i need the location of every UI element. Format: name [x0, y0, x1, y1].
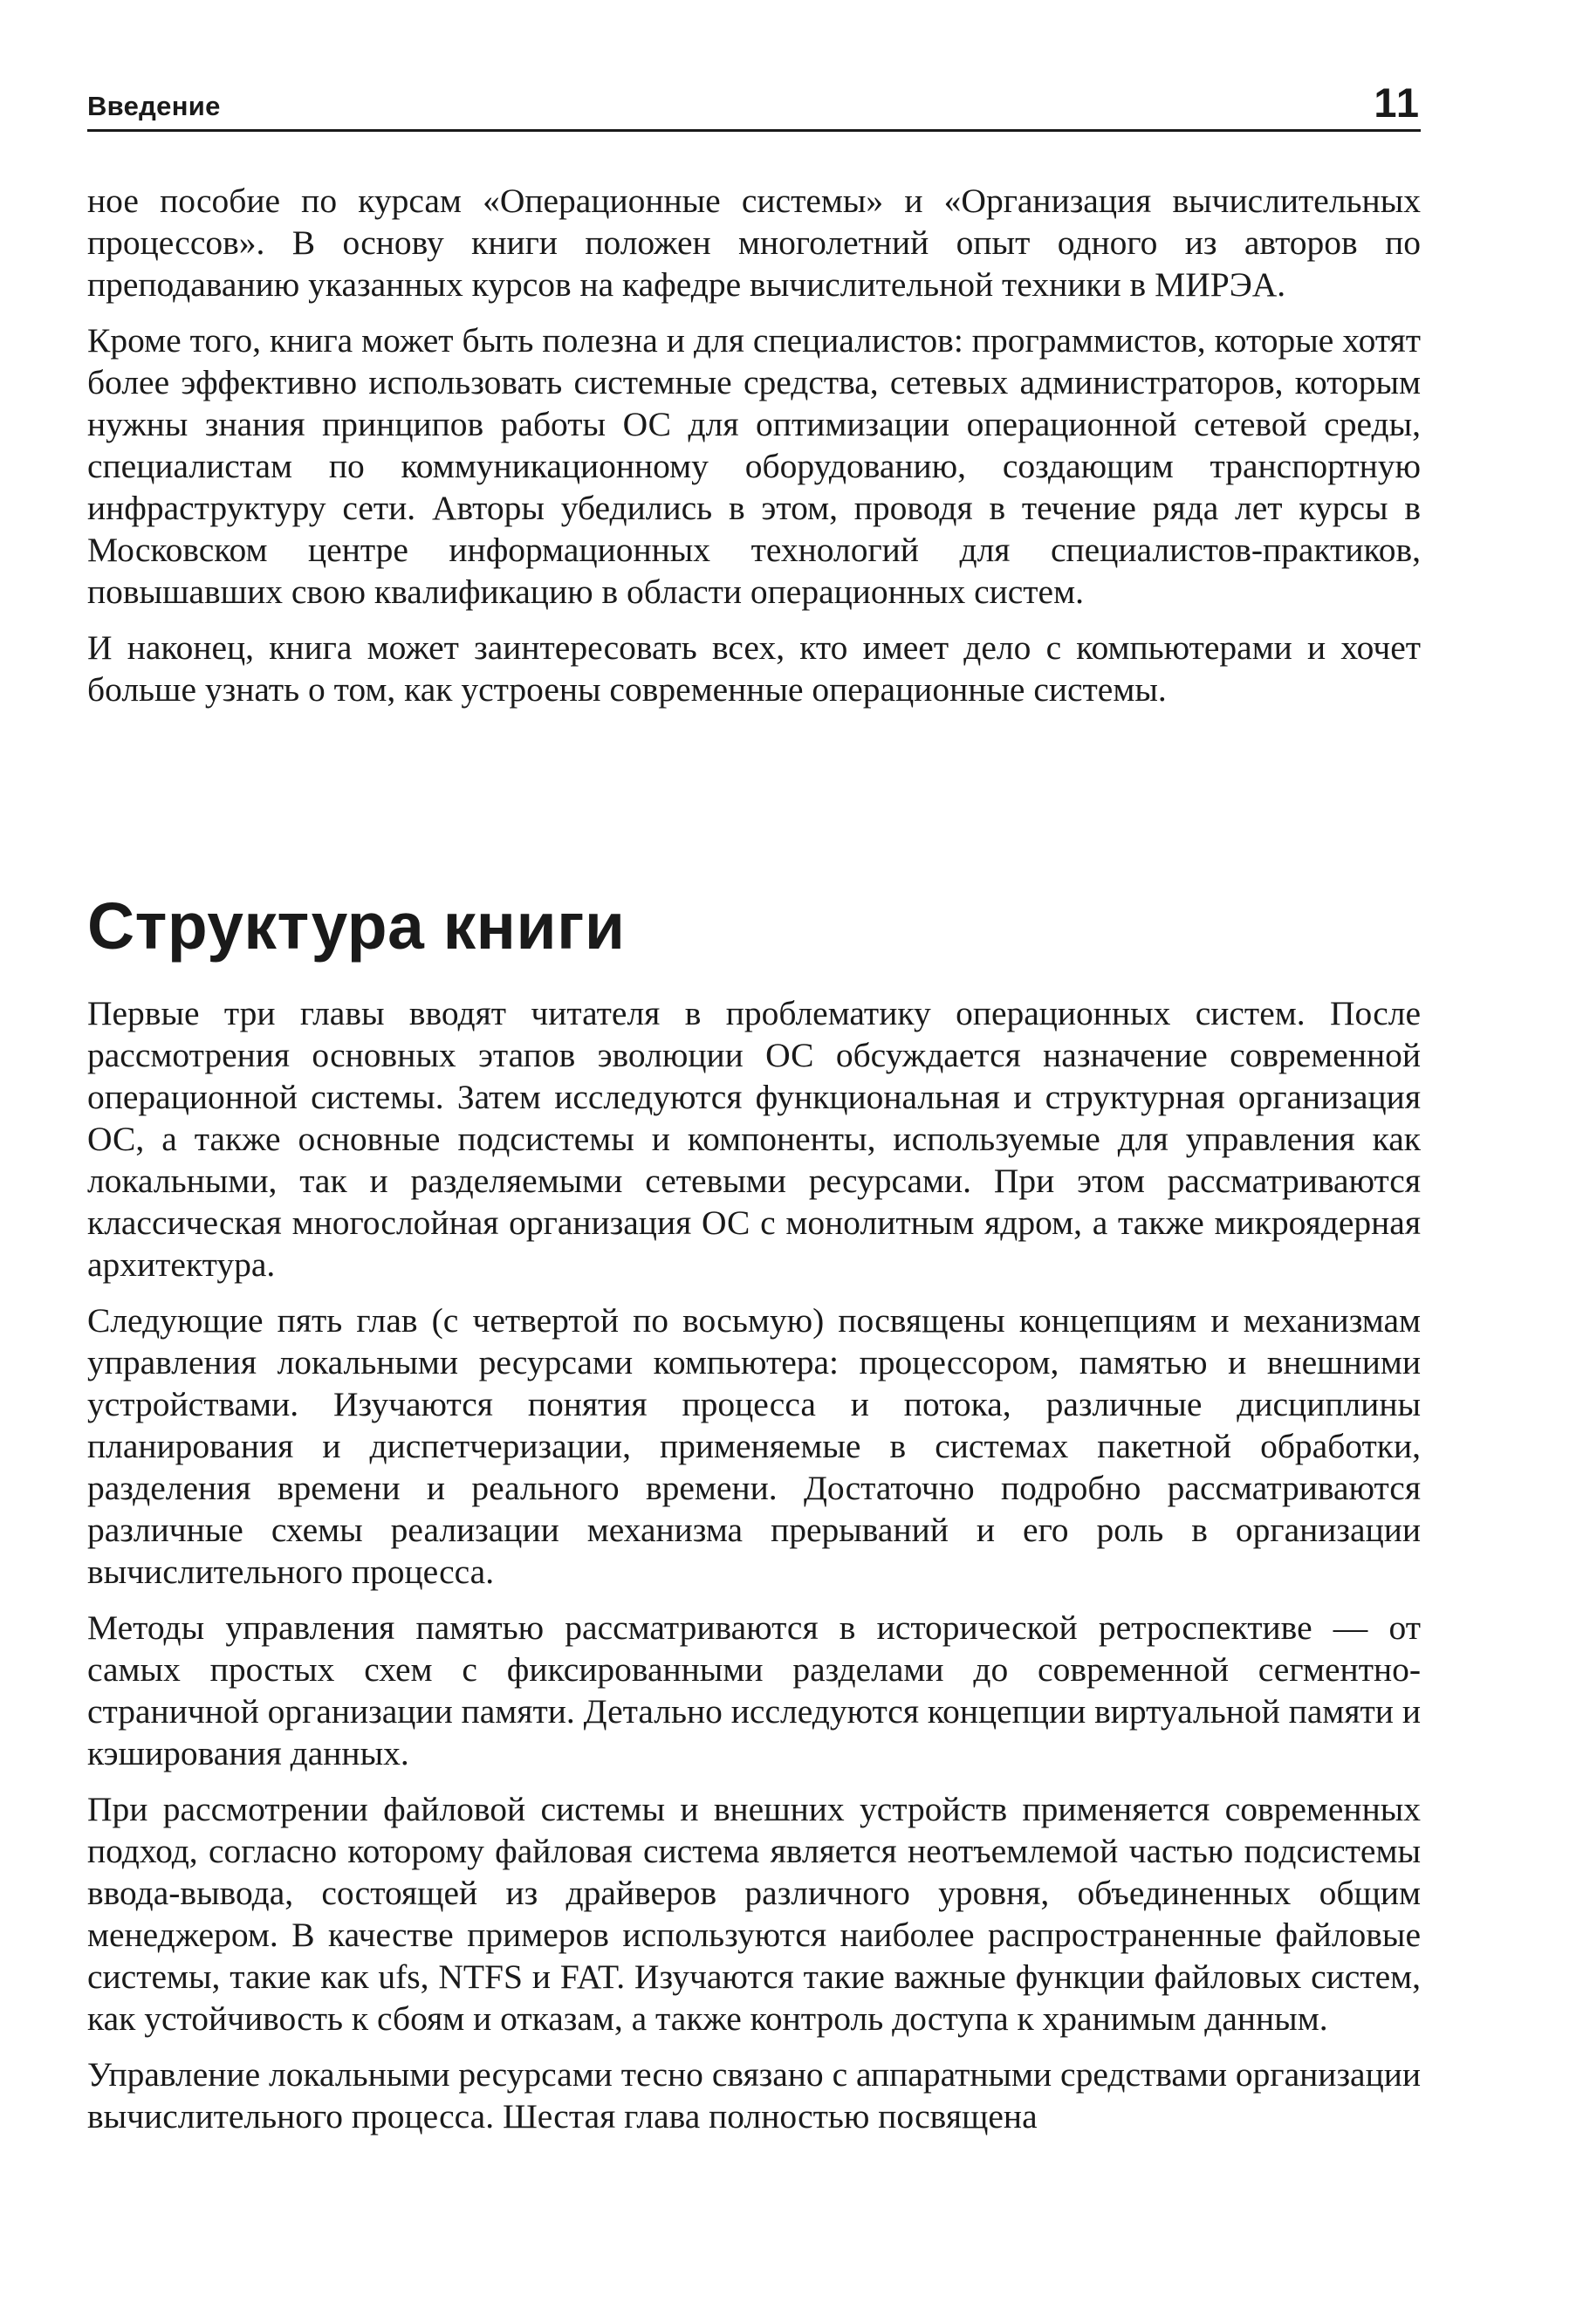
running-header-section-name: Введение [87, 91, 221, 121]
header-rule [87, 129, 1421, 132]
section-heading: Структура книги [87, 889, 626, 963]
section-paragraph-3: Методы управления памятью рассматриваются в исторической ретроспективе — от самых простых схем с фиксированными разделами до современной сегментно-страничной организации памяти. Детально исследуются концепции виртуальной памяти и кэширования данных. [87, 1608, 1421, 1772]
intro-paragraph-1: ное пособие по курсам «Операционные системы» и «Организация вычислительных процессов». В основу книги положен многолетний опыт одного из авторов по преподаванию указанных курсов на кафедре вычислительной техники в МИРЭА. [87, 182, 1421, 304]
intro-paragraph-2: Кроме того, книга может быть полезна и для специалистов: программистов, которые хотят более эффективно использовать системные средства, сетевых администраторов, которым нужны знания принципов работы ОС для оптимизации операционной сетевой среды, специалистам по коммуникационному оборудованию, создающим транспортную инфраструктуру сети. Авторы убедились в этом, проводя в течение ряда лет курсы в Московском центре информационных технологий для специалистов-практиков, повышавших свою квалификацию в области операционных систем. [87, 321, 1421, 611]
section-paragraph-4: При рассмотрении файловой системы и внешних устройств применяется современных подход, согласно которому файловая система является неотъемлемой частью подсистемы ввода-вывода, состоящей из драйверов различного уровня, объединенных общим менеджером. В качестве примеров используются наиболее распространенные файловые системы, такие как ufs, NTFS и FAT. Изучаются такие важные функции файловых систем, как устойчивость к сбоям и отказам, а также контроль доступа к хранимым данным. [87, 1790, 1421, 2038]
intro-paragraph-3: И наконец, книга может заинтересовать всех, кто имеет дело с компьютерами и хочет больше узнать о том, как устроены современные операционные системы. [87, 628, 1421, 709]
section-paragraph-2: Следующие пять глав (с четвертой по восьмую) посвящены концепциям и механизмам управления локальными ресурсами компьютера: процессором, памятью и внешними устройствами. Изучаются понятия процесса и потока, различные дисциплины планирования и диспетчеризации, применяемые в системах пакетной обработки, разделения времени и реального времени. Достаточно подробно рассматриваются различные схемы реализации механизма прерываний и его роль в организации вычислительного процесса. [87, 1301, 1421, 1591]
page-number: 11 [1374, 79, 1421, 126]
intro-text [87, 180, 1421, 724]
section-paragraph-1: Первые три главы вводят читателя в проблематику операционных систем. После рассмотрения основных этапов эволюции ОС обсуждается назначение современной операционной системы. Затем исследуются функциональная и структурная организация ОС, а также основные подсистемы и компоненты, используемые для управления как локальными, так и разделяемыми сетевыми ресурсами. При этом рассматриваются классическая многослойная организация ОС с монолитным ядром, а также микроядерная архитектура. [87, 994, 1421, 1284]
section-text [87, 992, 1421, 2151]
running-header [87, 80, 1421, 133]
section-paragraph-5: Управление локальными ресурсами тесно связано с аппаратными средствами организации вычислительного процесса. Шестая глава полностью посвящена [87, 2055, 1421, 2135]
